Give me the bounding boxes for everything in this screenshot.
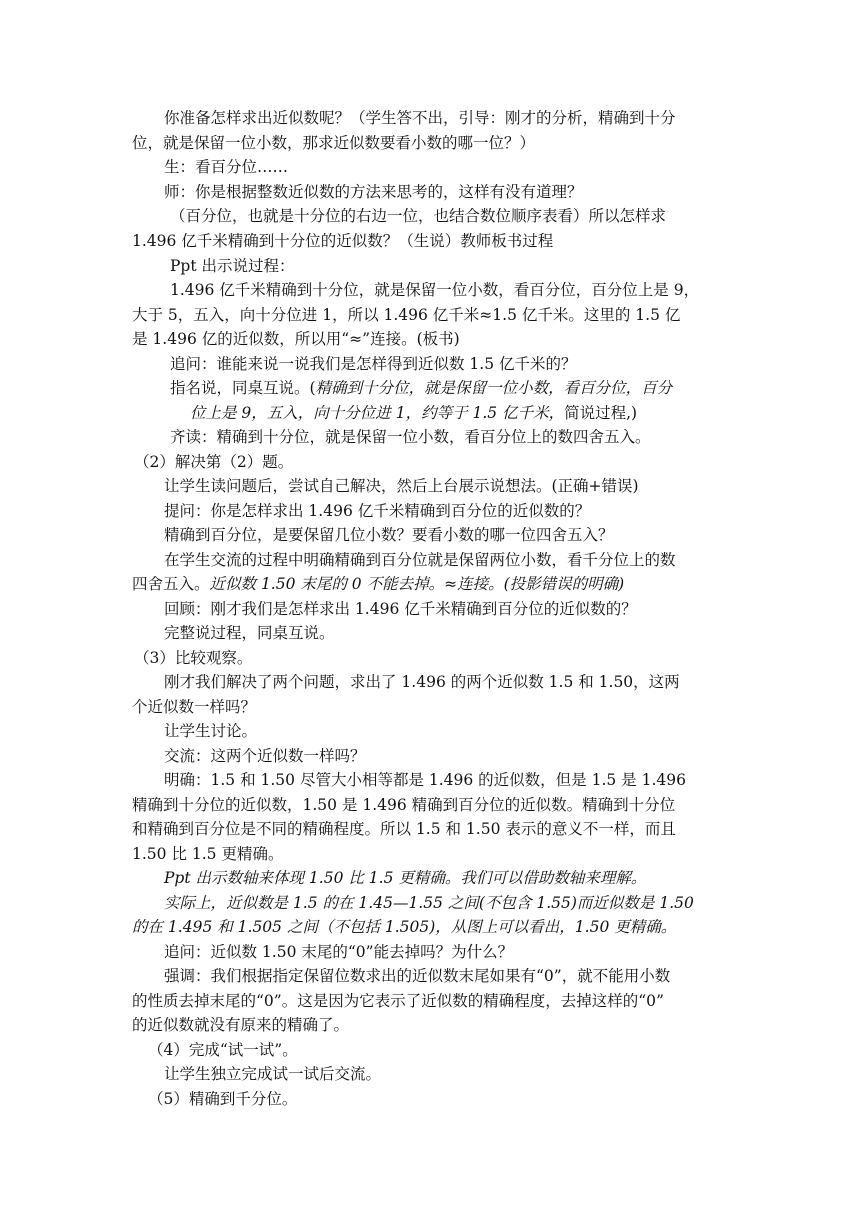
text-run: 四舍五入。: [132, 575, 210, 593]
text-line: 完整说过程，同桌互说。: [164, 624, 335, 642]
text-line: 提问：你是怎样求出 1.496 亿千米精确到百分位的近似数的？: [164, 502, 591, 520]
italic-text-line: 实际上，近似数是 1.5 的在 1.45—1.55 之间(不包含 1.55)而近似数是 1.50: [164, 894, 694, 912]
text-line: Ppt 出示说过程：: [170, 257, 295, 275]
text-line: 1.50 比 1.5 更精确。: [132, 845, 284, 863]
text-line: 明确：1.5 和 1.50 尽管大小相等都是 1.496 的近似数，但是 1.5 是 1.496: [164, 771, 686, 789]
text-line: 让学生讨论。: [164, 722, 258, 740]
text-line: [132, 572, 732, 597]
section-heading: （5）精确到千分位。: [148, 1090, 298, 1108]
italic-text-run: 精确到十分位，就是保留一位小数，看百分位，百分: [315, 379, 673, 397]
text-line: 大于 5，五入，向十分位进 1，所以 1.496 亿千米≈1.5 亿千米。这里的 1.5 亿: [132, 306, 681, 324]
text-run: 简说过程,): [564, 404, 638, 422]
text-line: 精确到百分位，是要保留几位小数？要看小数的哪一位四舍五入？: [164, 526, 614, 544]
text-line: 交流：这两个近似数一样吗？: [164, 747, 366, 765]
text-line: 的性质去掉末尾的“0”。这是因为它表示了近似数的精确程度，去掉这样的“0”: [132, 992, 664, 1010]
text-line: 在学生交流的过程中明确精确到百分位就是保留两位小数，看千分位上的数: [164, 551, 676, 569]
text-line: 位，就是保留一位小数，那求近似数要看小数的哪一位？）: [132, 134, 536, 152]
text-line: 是 1.496 亿的近似数，所以用“≈”连接。(板书): [132, 330, 460, 348]
text-line: 刚才我们解决了两个问题，求出了 1.496 的两个近似数 1.5 和 1.50，这两: [164, 673, 680, 691]
text-line: 1.496 亿千米精确到十分位的近似数？（生说）教师板书过程: [132, 232, 554, 250]
text-line: 师：你是根据整数近似数的方法来思考的，这样有没有道理？: [164, 183, 583, 201]
text-line: 个近似数一样吗？: [132, 698, 257, 716]
text-line: 让学生读问题后，尝试自己解决，然后上台展示说想法。(正确+错误): [164, 477, 639, 495]
text-line: 精确到十分位的近似数，1.50 是 1.496 精确到百分位的近似数。精确到十分位: [132, 796, 676, 814]
italic-text-line: Ppt 出示数轴来体现 1.50 比 1.5 更精确。我们可以借助数轴来理解。: [164, 869, 647, 887]
text-line: 齐读：精确到十分位，就是保留一位小数，看百分位上的数四舍五入。: [170, 428, 651, 446]
section-heading: （2）解决第（2）题。: [134, 453, 294, 471]
text-line: （百分位，也就是十分位的右边一位，也结合数位顺序表看）所以怎样求: [170, 207, 667, 225]
text-line: [190, 401, 790, 426]
text-line: 追问：近似数 1.50 末尾的“0”能去掉吗？为什么？: [164, 943, 514, 961]
text-line: 回顾：刚才我们是怎样求出 1.496 亿千米精确到百分位的近似数的？: [164, 600, 637, 618]
italic-text-line: 的在 1.495 和 1.505 之间（不包括 1.505)，从图上可以看出，1.50 更精确。: [132, 918, 677, 936]
text-line: 追问：谁能来说一说我们是怎样得到近似数 1.5 亿千米的？: [170, 355, 577, 373]
text-line: 让学生独立完成试一试后交流。: [164, 1065, 382, 1083]
text-line: 强调：我们根据指定保留位数求出的近似数末尾如果有“0”，就不能用小数: [164, 967, 671, 985]
text-line: 和精确到百分位是不同的精确程度。所以 1.5 和 1.50 表示的意义不一样，而且: [132, 820, 676, 838]
text-run: 指名说，同桌互说。(: [170, 379, 316, 397]
text-line: 1.496 亿千米精确到十分位，就是保留一位小数，看百分位，百分位上是 9，: [170, 281, 700, 299]
italic-text-run: 位上是 9，五入，向十分位进 1，约等于 1.5 亿千米，: [190, 404, 565, 422]
text-line: 生：看百分位……: [164, 158, 289, 176]
italic-text-run: 近似数 1.50 末尾的 0 不能去掉。≈连接。(投影错误的明确): [209, 575, 625, 593]
text-line: [170, 376, 770, 401]
text-line: 的近似数就没有原来的精确了。: [132, 1016, 350, 1034]
section-heading: （3）比较观察。: [134, 649, 253, 667]
text-line: 你准备怎样求出近似数呢？（学生答不出，引导：刚才的分析，精确到十分: [164, 109, 676, 127]
section-heading: （4）完成“试一试”。: [148, 1041, 298, 1059]
